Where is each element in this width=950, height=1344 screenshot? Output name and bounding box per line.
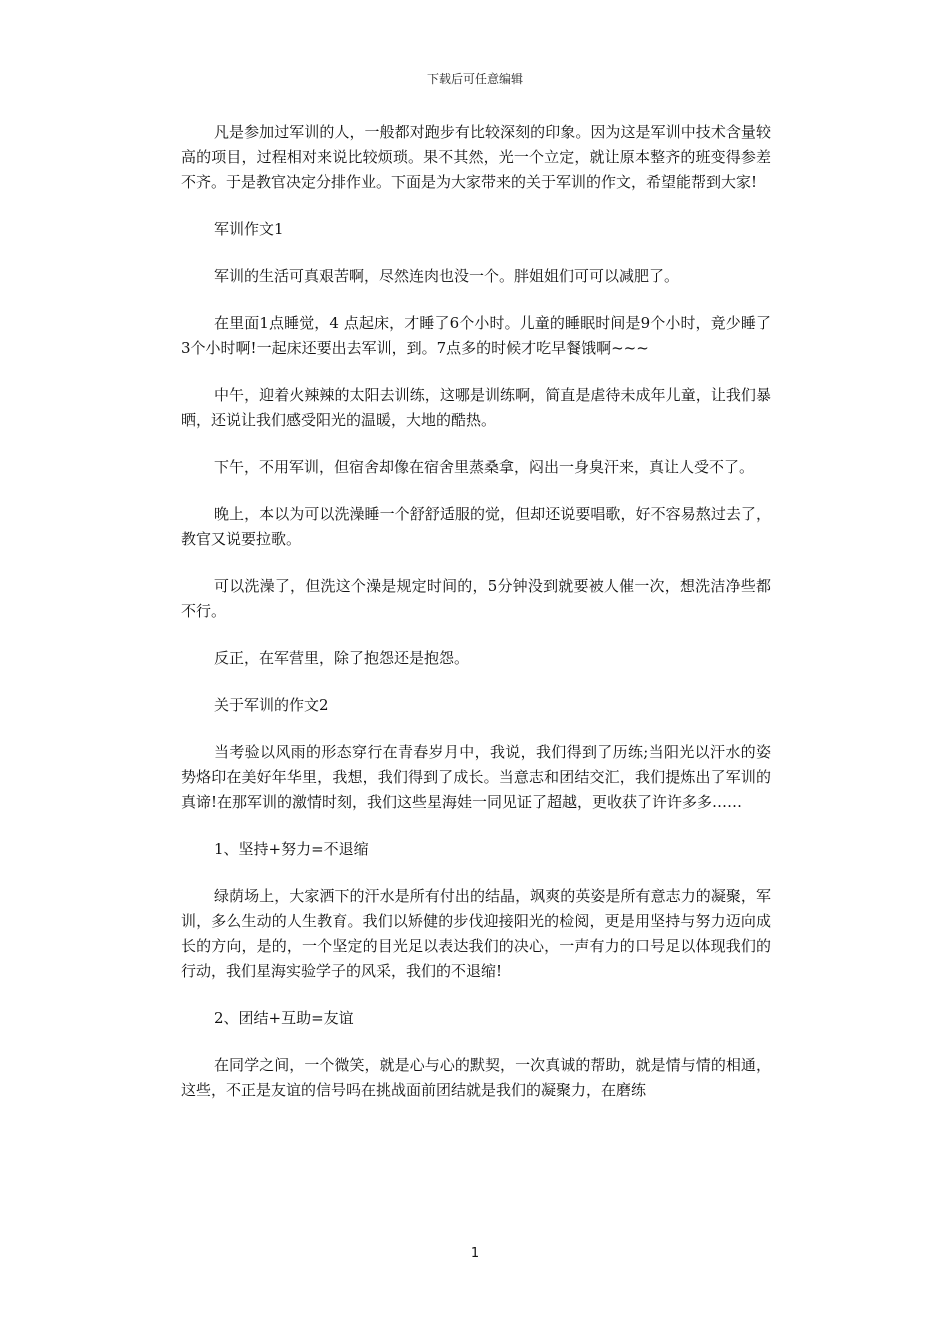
section-title-2: 关于军训的作文2 [214,696,329,714]
page-number: 1 [470,1246,480,1261]
document-body [181,120,771,1125]
paragraph: 军训的生活可真艰苦啊，尽然连肉也没一个。胖姐姐们可可以减肥了。 [214,267,680,285]
paragraph: 可以洗澡了，但洗这个澡是规定时间的，5分钟没到就要被人催一次，想洗洁净些都不行。 [181,577,771,620]
paragraph: 绿荫场上，大家洒下的汗水是所有付出的结晶，飒爽的英姿是所有意志力的凝聚，军训，多么生动的人生教育。我们以矫健的步伐迎接阳光的检阅，更是用坚持与努力迈向成长的方向，是的，一个坚定的目光足以表达我们的决心，一声有力的口号足以体现我们的行动，我们星海实验学子的风采，我们的不退缩! [181,887,771,980]
paragraph: 反正，在军营里，除了抱怨还是抱怨。 [214,649,470,667]
subheading-1: 1、坚持+努力=不退缩 [214,840,369,858]
header-note: 下载后可任意编辑 [426,72,523,86]
paragraph: 下午，不用军训，但宿舍却像在宿舍里蒸桑拿，闷出一身臭汗来，真让人受不了。 [214,458,755,476]
section-title-1: 军训作文1 [214,220,284,238]
paragraph-intro: 凡是参加过军训的人，一般都对跑步有比较深刻的印象。因为这是军训中技术含量较高的项目，过程相对来说比较烦琐。果不其然，光一个立定，就让原本整齐的班变得参差不齐。于是教官决定分排作业。下面是为大家带来的关于军训的作文，希望能帮到大家! [181,123,771,191]
paragraph: 在里面1点睡觉，4 点起床，才睡了6个小时。儿童的睡眠时间是9个小时，竟少睡了3个小时啊!一起床还要出去军训，到。7点多的时候才吃早餐饿啊~~~ [181,314,771,357]
paragraph: 当考验以风雨的形态穿行在青春岁月中，我说，我们得到了历练;当阳光以汗水的姿势烙印在美好年华里，我想，我们得到了成长。当意志和团结交汇，我们提炼出了军训的真谛!在那军训的激情时刻，我们这些星海娃一同见证了超越，更收获了许许多多…… [181,743,771,811]
paragraph: 在同学之间，一个微笑，就是心与心的默契，一次真诚的帮助，就是情与情的相通，这些，不正是友谊的信号吗在挑战面前团结就是我们的凝聚力，在磨练 [181,1056,771,1099]
subheading-2: 2、团结+互助=友谊 [214,1009,354,1027]
paragraph: 中午，迎着火辣辣的太阳去训练，这哪是训练啊，简直是虐待未成年儿童，让我们暴晒，还说让我们感受阳光的温暖，大地的酷热。 [181,386,771,429]
paragraph: 晚上，本以为可以洗澡睡一个舒舒适服的觉，但却还说要唱歌，好不容易熬过去了，教官又说要拉歌。 [181,505,771,548]
